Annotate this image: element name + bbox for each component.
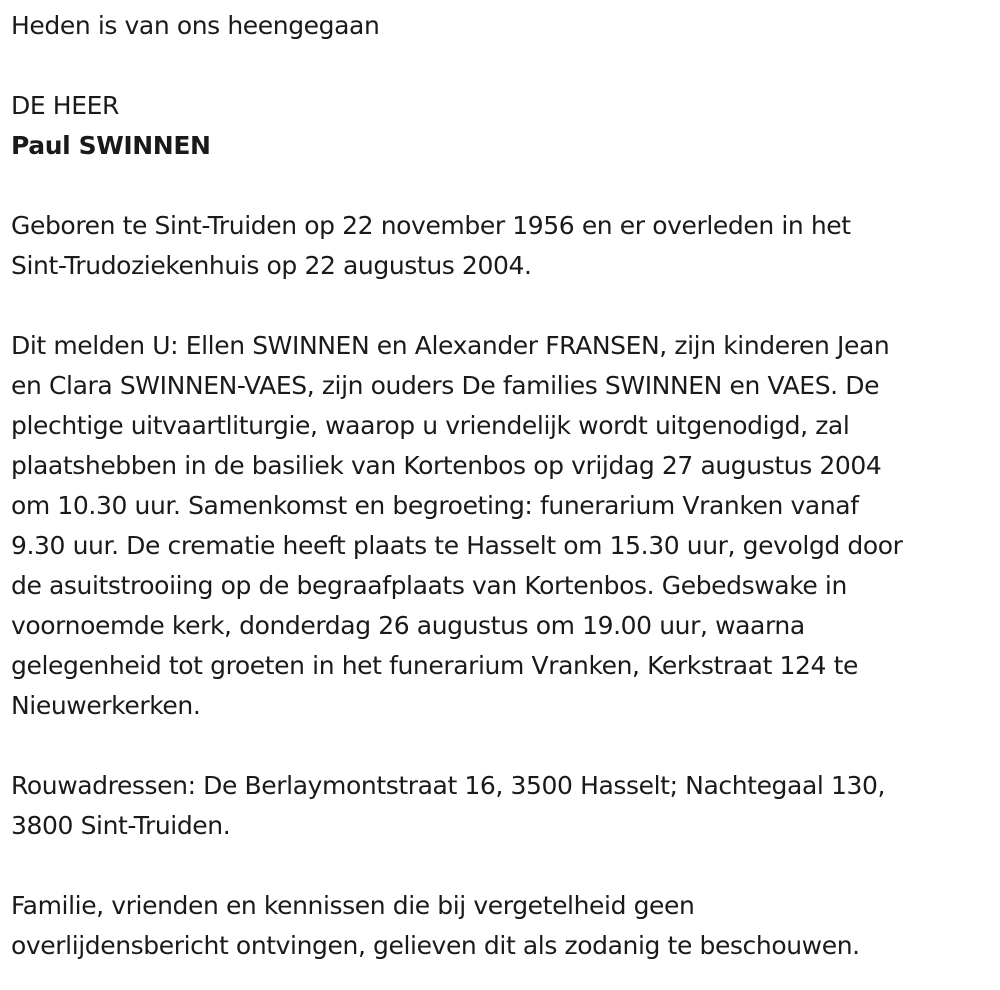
- paragraph-line: en Clara SWINNEN-VAES, zijn ouders De families SWINNEN en VAES. De: [11, 371, 880, 400]
- spacer: [11, 726, 993, 766]
- address-paragraph: [11, 766, 993, 846]
- paragraph-line: 9.30 uur. De crematie heeft plaats te Hasselt om 15.30 uur, gevolgd door: [11, 531, 903, 560]
- paragraph-line: voornoemde kerk, donderdag 26 augustus om 19.00 uur, waarna: [11, 611, 805, 640]
- paragraph-line: gelegenheid tot groeten in het funerarium Vranken, Kerkstraat 124 te: [11, 651, 858, 680]
- closing-paragraph: [11, 886, 993, 966]
- intro-line: Heden is van ons heengegaan: [11, 11, 380, 40]
- paragraph-line: om 10.30 uur. Samenkomst en begroeting: funerarium Vranken vanaf: [11, 491, 859, 520]
- paragraph-line: Geboren te Sint-Truiden op 22 november 1956 en er overleden in het: [11, 211, 851, 240]
- spacer: [11, 286, 993, 326]
- paragraph-line: Sint-Trudoziekenhuis op 22 augustus 2004.: [11, 251, 532, 280]
- spacer: [11, 166, 993, 206]
- title-prefix: DE HEER: [11, 91, 119, 120]
- paragraph-line: plaatshebben in de basiliek van Kortenbos op vrijdag 27 augustus 2004: [11, 451, 882, 480]
- paragraph-line: Dit melden U: Ellen SWINNEN en Alexander FRANSEN, zijn kinderen Jean: [11, 331, 890, 360]
- paragraph-line: Nieuwerkerken.: [11, 691, 201, 720]
- paragraph-line: overlijdensbericht ontvingen, gelieven dit als zodanig te beschouwen.: [11, 931, 860, 960]
- spacer: [11, 846, 993, 886]
- deceased-name: Paul SWINNEN: [11, 131, 211, 160]
- paragraph-line: Rouwadressen: De Berlaymontstraat 16, 3500 Hasselt; Nachtegaal 130,: [11, 771, 886, 800]
- announcement-paragraph: [11, 326, 993, 726]
- paragraph-line: Familie, vrienden en kennissen die bij vergetelheid geen: [11, 891, 695, 920]
- paragraph-line: plechtige uitvaartliturgie, waarop u vriendelijk wordt uitgenodigd, zal: [11, 411, 850, 440]
- birth-paragraph: [11, 206, 993, 286]
- paragraph-line: de asuitstrooiing op de begraafplaats van Kortenbos. Gebedswake in: [11, 571, 847, 600]
- spacer: [11, 46, 993, 86]
- obituary-document: [11, 6, 993, 966]
- paragraph-line: 3800 Sint-Truiden.: [11, 811, 231, 840]
